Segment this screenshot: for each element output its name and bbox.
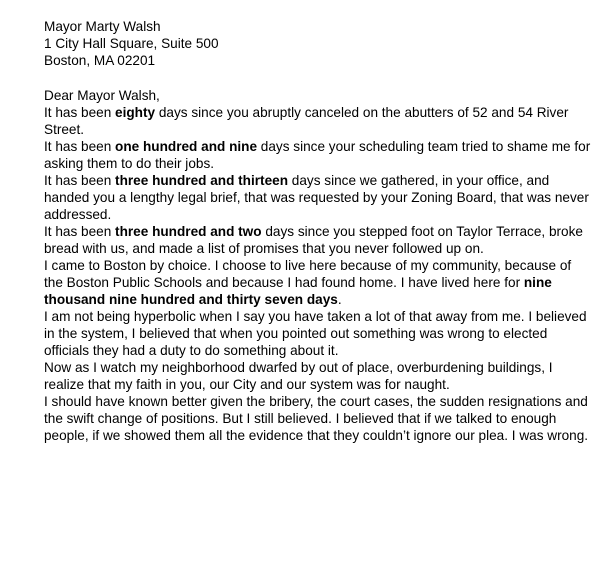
paragraph-text: . (337, 292, 342, 307)
paragraph-neighborhood-dwarfed: Now as I watch my neighborhood dwarfed by out of place, overburdening buildings, I realize that my faith in you, our City and our system was for naught. (44, 360, 553, 392)
paragraph-emphasis: nine thousand nine hundred and thirty seven days (44, 275, 552, 307)
recipient-street: 1 City Hall Square, Suite 500 (44, 36, 219, 51)
paragraph-text: It has been (44, 173, 116, 188)
paragraph-text: It has been (44, 105, 116, 120)
letter-document (44, 18, 592, 444)
salutation: Dear Mayor Walsh, (44, 88, 160, 103)
recipient-address (44, 18, 592, 69)
paragraph-text: days since you stepped foot on Taylor Terrace, broke bread with us, and made a list of promises that you never followed up on. (44, 224, 583, 256)
paragraph-should-have-known: I should have known better given the bribery, the court cases, the sudden resignations and the swift change of positions. But I still believed. I believed that if we talked to enough people, if we showed them all the evidence that they couldn’t ignore our plea. I was wrong. (44, 394, 589, 443)
paragraph-text: I came to Boston by choice. I choose to live here because of my community, because of the Boston Public Schools and because I had found home. I have lived here for (44, 258, 572, 290)
paragraph-emphasis: three hundred and thirteen (115, 173, 289, 188)
paragraph-emphasis: three hundred and two (115, 224, 262, 239)
paragraph-text: days since we gathered, in your office, and handed you a lengthy legal brief, that was requested by your Zoning Board, that was never addressed. (44, 173, 589, 222)
paragraph-not-hyperbolic: I am not being hyperbolic when I say you have taken a lot of that away from me. I believed in the system, I believed that when you pointed out something was wrong to elected officials they had a duty to do something about it. (44, 309, 587, 358)
paragraph-boston-by-choice (44, 257, 592, 308)
recipient-name: Mayor Marty Walsh (44, 19, 161, 34)
paragraph-text: It has been (44, 224, 116, 239)
paragraph-text: days since you abruptly canceled on the abutters of 52 and 54 River Street. (44, 105, 569, 137)
recipient-city: Boston, MA 02201 (44, 53, 156, 68)
paragraph-text: days since your scheduling team tried to shame me for asking them to do their jobs. (44, 139, 591, 171)
paragraph-emphasis: one hundred and nine (115, 139, 258, 154)
paragraph-three-hundred-two-days (44, 223, 592, 257)
paragraph-text: It has been (44, 139, 116, 154)
paragraph-three-hundred-thirteen-days (44, 172, 592, 223)
paragraph-one-hundred-nine-days (44, 138, 592, 172)
paragraph-eighty-days (44, 104, 592, 138)
paragraph-emphasis: eighty (115, 105, 156, 120)
